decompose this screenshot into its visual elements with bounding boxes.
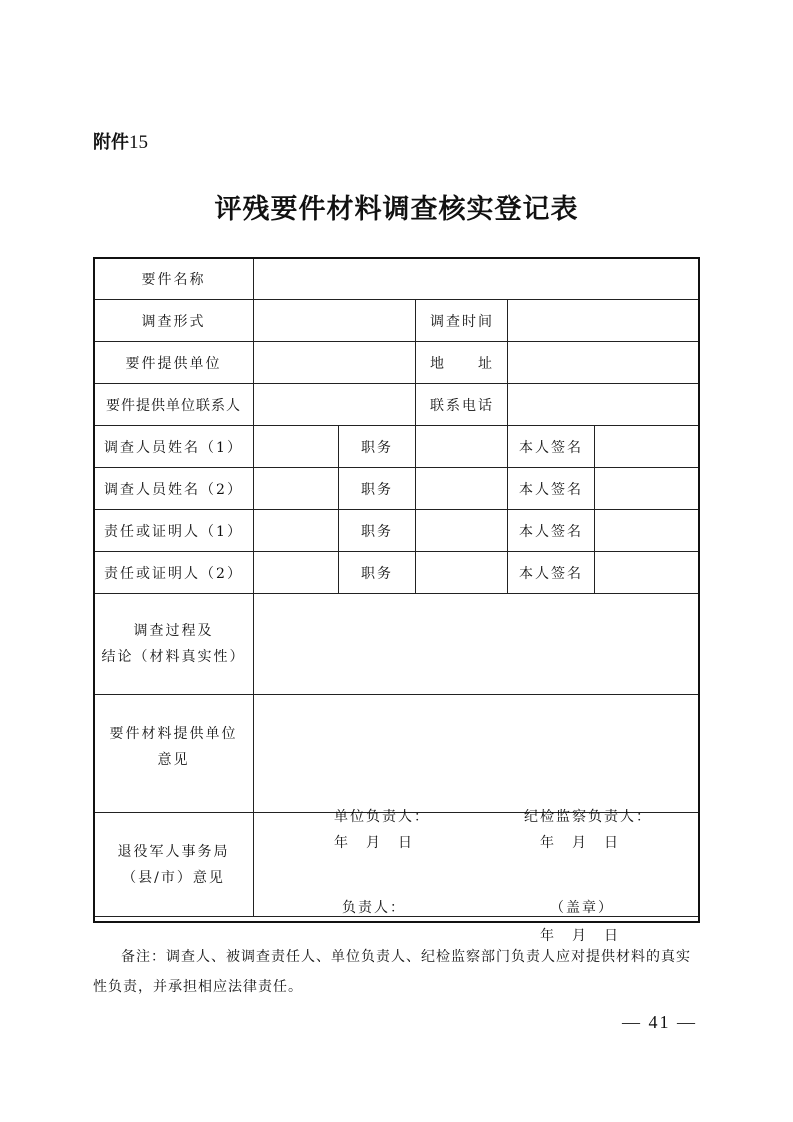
form-row-person-1 <box>94 426 699 468</box>
discipline-head-label: 纪检监察负责人： <box>524 808 652 825</box>
form-row-bureau-opinion <box>94 813 699 917</box>
position-label: 职务 <box>339 510 416 552</box>
attachment-number: 15 <box>129 132 148 153</box>
provider-contact-field[interactable] <box>254 384 416 426</box>
form-row-person-2 <box>94 468 699 510</box>
provider-unit-label: 要件提供单位 <box>94 342 254 384</box>
person-name-field[interactable] <box>254 510 339 552</box>
person-label: 责任或证明人（2） <box>94 552 254 594</box>
date-bureau: 年 月 日 <box>540 927 620 944</box>
signature-label: 本人签名 <box>508 510 595 552</box>
form-row-doc-name <box>94 258 699 300</box>
process-conclusion-field[interactable] <box>254 594 699 695</box>
form-row-provider-unit <box>94 342 699 384</box>
bureau-label-line-2: （县/市）意见 <box>122 869 225 886</box>
form-row-process <box>94 594 699 695</box>
address-field[interactable] <box>508 342 699 384</box>
person-name-field[interactable] <box>254 426 339 468</box>
form-row-person-3 <box>94 510 699 552</box>
provider-contact-label: 要件提供单位联系人 <box>94 384 254 426</box>
bureau-opinion-label <box>94 813 254 917</box>
person-label: 调查人员姓名（1） <box>94 426 254 468</box>
bureau-label-line-1: 退役军人事务局 <box>117 843 230 860</box>
form-row-survey-form <box>94 300 699 342</box>
signature-field[interactable] <box>595 468 699 510</box>
provider-unit-field[interactable] <box>254 342 416 384</box>
provider-opinion-label <box>94 695 254 813</box>
provider-opinion-line-1: 要件材料提供单位 <box>109 725 238 742</box>
unit-head-label: 单位负责人： <box>334 808 430 825</box>
signature-label: 本人签名 <box>508 552 595 594</box>
contact-phone-label: 联系电话 <box>416 384 508 426</box>
survey-time-field[interactable] <box>508 300 699 342</box>
address-label: 地 址 <box>416 342 508 384</box>
page-number: — 41 — <box>622 1012 697 1032</box>
bureau-opinion-field[interactable] <box>254 813 699 944</box>
attachment-label <box>93 128 148 154</box>
position-label: 职务 <box>339 552 416 594</box>
signature-field[interactable] <box>595 552 699 594</box>
signature-field[interactable] <box>595 426 699 468</box>
position-field[interactable] <box>416 552 508 594</box>
process-label-line-2: 结论（材料真实性） <box>101 649 246 665</box>
process-label-line-1: 调查过程及 <box>133 623 214 639</box>
survey-form-label: 调查形式 <box>94 300 254 342</box>
position-field[interactable] <box>416 510 508 552</box>
doc-name-label: 要件名称 <box>94 258 254 300</box>
date-unit-head: 年 月 日 <box>334 834 414 851</box>
contact-phone-field[interactable] <box>508 384 699 426</box>
responsible-label: 负责人： <box>342 899 406 916</box>
person-name-field[interactable] <box>254 552 339 594</box>
form-row-provider-contact <box>94 384 699 426</box>
process-label <box>94 594 254 695</box>
signature-field[interactable] <box>595 510 699 552</box>
signature-label: 本人签名 <box>508 426 595 468</box>
seal-label: （盖章） <box>550 899 614 916</box>
footnote: 备注：调查人、被调查责任人、单位负责人、纪检监察部门负责人应对提供材料的真实性负责，并承担相应法律责任。 <box>93 949 691 995</box>
date-discipline-head: 年 月 日 <box>540 834 620 851</box>
person-label: 调查人员姓名（2） <box>94 468 254 510</box>
form-row-person-4 <box>94 552 699 594</box>
survey-time-label: 调查时间 <box>416 300 508 342</box>
form-row-provider-opinion <box>94 695 699 813</box>
doc-name-field[interactable] <box>254 258 699 300</box>
person-label: 责任或证明人（1） <box>94 510 254 552</box>
position-field[interactable] <box>416 468 508 510</box>
position-field[interactable] <box>416 426 508 468</box>
provider-opinion-line-2: 意见 <box>157 751 190 768</box>
person-name-field[interactable] <box>254 468 339 510</box>
provider-opinion-field[interactable] <box>254 695 699 851</box>
signature-label: 本人签名 <box>508 468 595 510</box>
position-label: 职务 <box>339 426 416 468</box>
attachment-text: 附件 <box>93 132 129 153</box>
page-title: 评残要件材料调查核实登记表 <box>214 194 579 225</box>
position-label: 职务 <box>339 468 416 510</box>
survey-form-field[interactable] <box>254 300 416 342</box>
registration-form-table <box>93 257 699 944</box>
